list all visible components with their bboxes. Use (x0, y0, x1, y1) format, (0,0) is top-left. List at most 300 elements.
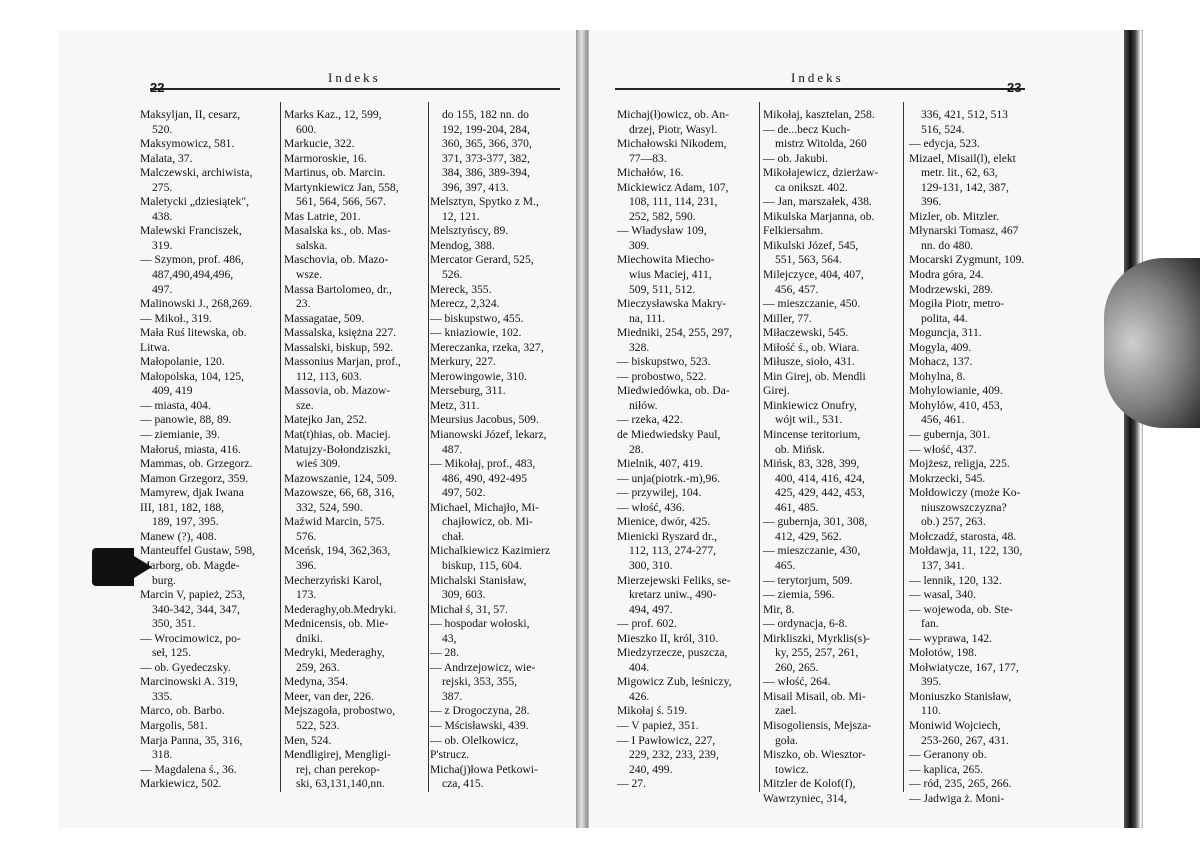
index-line: — Jadwiga ż. Moni- (909, 791, 1005, 805)
index-line: 77—83. (629, 151, 667, 165)
index-line: Mała Ruś litewska, ob. (140, 326, 247, 340)
index-line: — gubernja, 301. (909, 428, 991, 442)
index-line: 526. (442, 268, 463, 282)
index-line: Medryki, Mederaghy, (284, 646, 385, 660)
left-column-1 (140, 108, 255, 792)
index-line: chajłowicz, ob. Mi- (442, 515, 533, 529)
index-line: Miłusze, sioło, 431. (763, 355, 855, 369)
index-line: mistrz Witolda, 260 (775, 137, 867, 151)
index-line: 129-131, 142, 387, (921, 180, 1009, 194)
index-line: — wasal, 340. (909, 588, 976, 602)
index-line: 461, 485. (775, 500, 819, 514)
index-line: Małoruś, miasta, 416. (140, 442, 241, 456)
index-line: 456, 461. (921, 413, 965, 427)
index-line: zael. (775, 704, 797, 718)
index-line: Mikołaj, kasztelan, 258. (763, 108, 875, 121)
index-line: Metz, 311. (430, 398, 480, 412)
index-line: do 155, 182 nn. do (442, 108, 529, 121)
index-line: 360, 365, 366, 370, (442, 137, 532, 151)
index-line: 425, 429, 442, 453, (775, 486, 865, 500)
index-line: Meursius Jacobus, 509. (430, 413, 539, 427)
index-line: Merseburg, 311. (430, 384, 506, 398)
index-line: Mizler, ob. Mitzler. (909, 209, 1000, 223)
index-line: 260, 265. (775, 660, 819, 674)
index-line: Marja Panna, 35, 316, (140, 733, 243, 747)
index-line: 43, (442, 631, 457, 645)
index-line: Girej. (763, 384, 790, 398)
index-line: 486, 490, 492-495 (442, 471, 528, 485)
index-line: Mikulski Józef, 545, (763, 238, 859, 252)
index-line: Migowicz Zub, leśniczy, (617, 675, 732, 689)
index-line: Mceńsk, 194, 362,363, (284, 544, 391, 558)
index-line: Mednicensis, ob. Mie- (284, 617, 389, 631)
index-line: Mirkliszki, Myrklis(s)- (763, 631, 870, 645)
index-line: Mienice, dwór, 425. (617, 515, 711, 529)
index-line: ca onikszt. 402. (775, 180, 848, 194)
index-line: — miasta, 404. (140, 398, 211, 412)
index-line: — panowie, 88, 89. (140, 413, 232, 427)
index-line: 396. (296, 558, 317, 572)
index-line: Mikulska Marjanna, ob. (763, 209, 875, 223)
index-line: 319. (152, 238, 173, 252)
index-line: Mamon Grzegorz, 359. (140, 471, 249, 485)
index-line: Mereczanka, rzeka, 327, (430, 340, 544, 354)
index-line: rejski, 353, 355, (442, 675, 518, 689)
index-line: — Mścisławski, 439. (430, 718, 529, 732)
index-line: Mas Latrie, 201. (284, 209, 361, 223)
index-line: rej, chan perekop- (296, 762, 381, 776)
index-line: 240, 499. (629, 762, 673, 776)
index-line: biskup, 115, 604. (442, 558, 522, 572)
index-line: 112, 113, 274-277, (629, 544, 717, 558)
index-line: Mianowski Józef, lekarz, (430, 428, 547, 442)
index-line: — włość, 264. (763, 675, 831, 689)
index-line: Małopolska, 104, 125, (140, 369, 245, 383)
index-line: Marks Kaz., 12, 599, (284, 108, 382, 121)
left-page-header: Indeks (328, 70, 381, 85)
index-line: Mołdawja, 11, 122, 130, (909, 544, 1023, 558)
left-column-3 (430, 108, 550, 792)
index-line: 576. (296, 529, 317, 543)
index-line: wójt wil., 531. (775, 413, 843, 427)
index-line: Milejczyce, 404, 407, (763, 268, 864, 282)
index-line: Mereck, 355. (430, 282, 492, 296)
index-line: — ród, 235, 265, 266. (909, 777, 1012, 791)
index-line: 371, 373-377, 382, (442, 151, 530, 165)
index-line: drzej, Piotr, Wasyl. (629, 122, 718, 136)
index-line: goła. (775, 733, 798, 747)
index-line: Mikołaj ś. 519. (617, 704, 688, 718)
index-line: Margolis, 581. (140, 718, 208, 732)
index-line: Mołdowiczy (może Ko- (909, 486, 1021, 500)
index-line: — włość, 437. (909, 442, 977, 456)
index-line: Maschovia, ob. Mazo- (284, 253, 389, 267)
index-line: Mohylowianie, 409. (909, 384, 1003, 398)
index-line: — lennik, 120, 132. (909, 573, 1002, 587)
index-line: 551, 563, 564. (775, 253, 842, 267)
index-line: Martinus, ob. Marcin. (284, 166, 386, 180)
index-line: Merecz, 2,324. (430, 297, 500, 311)
index-line: 494, 497. (629, 602, 673, 616)
index-line: Malinowski J., 268,269. (140, 297, 253, 311)
index-line: — ziemianie, 39. (140, 428, 220, 442)
index-line: — włość, 436. (617, 500, 685, 514)
left-column-2 (284, 108, 401, 792)
index-line: Litwa. (140, 340, 170, 354)
index-line: Mohylów, 410, 453, (909, 398, 1003, 412)
index-line: niłów. (629, 398, 658, 412)
book-spine (576, 30, 588, 828)
index-line: metr. lit., 62, 63, (921, 166, 998, 180)
index-line: 522, 523. (296, 718, 340, 732)
index-line: — hospodar wołoski, (430, 617, 530, 631)
index-line: 309. (629, 238, 650, 252)
index-line: burg. (152, 573, 176, 587)
index-line: Mińsk, 83, 328, 399, (763, 457, 860, 471)
index-line: Miller, 77. (763, 311, 812, 325)
index-line: 328. (629, 340, 650, 354)
index-line: P'strucz. (430, 748, 470, 762)
index-line: — biskupstwo, 455. (430, 311, 524, 325)
index-line: 487. (442, 442, 463, 456)
index-line: niuszowszczyzna? (921, 500, 1007, 514)
index-line: — de...becz Kuch- (763, 122, 851, 136)
index-line: Młynarski Tomasz, 467 (909, 224, 1019, 238)
index-line: Marcinowski A. 319, (140, 675, 238, 689)
index-line: 336, 421, 512, 513 (921, 108, 1008, 121)
index-line: — kniaziowie, 102. (430, 326, 522, 340)
index-line: Manew (?), 408. (140, 529, 217, 543)
index-line: 497. (152, 282, 173, 296)
index-line: — 28. (430, 646, 459, 660)
index-line: fan. (921, 617, 939, 631)
index-line: salska. (296, 238, 328, 252)
index-line: ob.) 257, 263. (921, 515, 986, 529)
index-line: Michalski Stanisław, (430, 573, 527, 587)
index-line: Mazowsze, 66, 68, 316, (284, 486, 395, 500)
index-line: Mincense teritorium, (763, 428, 861, 442)
index-line: — probostwo, 522. (617, 369, 707, 383)
index-line: — Władysław 109, (617, 224, 707, 238)
index-line: 487,490,494,496, (152, 268, 234, 282)
index-line: — ordynacja, 6-8. (763, 617, 848, 631)
index-line: Mołczadź, starosta, 48. (909, 529, 1017, 543)
index-line: Malewski Franciszek, (140, 224, 242, 238)
index-line: Malczewski, archiwista, (140, 166, 253, 180)
index-line: — ziemia, 596. (763, 588, 835, 602)
index-line: Mat(t)hias, ob. Maciej. (284, 428, 391, 442)
index-line: III, 181, 182, 188, (140, 500, 225, 514)
index-line: Mieczysławska Makry- (617, 297, 727, 311)
left-header-rule (150, 88, 560, 90)
index-line: 404. (629, 660, 650, 674)
index-line: Massagatae, 509. (284, 311, 365, 325)
index-line: Miedwiedówka, ob. Da- (617, 384, 730, 398)
left-page-number: 22 (150, 80, 165, 95)
index-line: 600. (296, 122, 317, 136)
index-line: Maletycki „dziesiątek", (140, 195, 250, 209)
index-line: 412, 429, 562. (775, 529, 842, 543)
index-line: — Andrzejowicz, wie- (430, 660, 536, 674)
index-line: — biskupstwo, 523. (617, 355, 711, 369)
index-line: cza, 415. (442, 777, 484, 791)
index-line: 395. (921, 675, 942, 689)
right-page-header: Indeks (791, 70, 844, 85)
index-line: Michael, Michajło, Mi- (430, 500, 539, 514)
index-line: Matujzy-Bołondziszki, (284, 442, 391, 456)
index-line: 509, 511, 512. (629, 282, 696, 296)
index-line: 252, 582, 590. (629, 209, 696, 223)
index-line: Merowingowie, 310. (430, 369, 527, 383)
index-line: — ob. Olelkowicz, (430, 733, 519, 747)
index-line: — unja(piotrk.-m),96. (617, 471, 721, 485)
index-line: 259, 263. (296, 660, 340, 674)
index-line: 12, 121. (442, 209, 480, 223)
index-line: 335. (152, 689, 173, 703)
index-line: 300, 310. (629, 558, 673, 572)
index-line: 173. (296, 588, 317, 602)
index-line: — Jan, marszałek, 438. (763, 195, 872, 209)
index-line: 275. (152, 180, 173, 194)
right-column-3 (909, 108, 1024, 806)
index-line: Massovia, ob. Mazow- (284, 384, 391, 398)
index-line: wsze. (296, 268, 323, 282)
index-line: Miłość ś., ob. Wiara. (763, 340, 860, 354)
index-line: 108, 111, 114, 231, (629, 195, 718, 209)
index-line: ski, 63,131,140,nn. (296, 777, 385, 791)
index-line: — ob. Jakubi. (763, 151, 829, 165)
index-line: Felkiersahm. (763, 224, 824, 238)
index-line: Massa Bartolomeo, dr., (284, 282, 392, 296)
index-line: Mołotów, 198. (909, 646, 977, 660)
index-line: 438. (152, 209, 173, 223)
index-line: Mieszko II, król, 310. (617, 631, 719, 645)
index-line: Mielnik, 407, 419. (617, 457, 703, 471)
index-line: Mogyla, 409. (909, 340, 972, 354)
index-line: Massalski, biskup, 592. (284, 340, 394, 354)
index-line: 332, 524, 590. (296, 500, 363, 514)
index-line: ob. Mińsk. (775, 442, 825, 456)
index-line: Massonius Marjan, prof., (284, 355, 401, 369)
index-line: 23. (296, 297, 311, 311)
index-line: Mohacz, 137. (909, 355, 973, 369)
index-line: Mecherzyński Karol, (284, 573, 382, 587)
index-line: Men, 524. (284, 733, 332, 747)
index-line: 253-260, 267, 431. (921, 733, 1009, 747)
index-line: Masalska ks., ob. Mas- (284, 224, 391, 238)
index-line: Mejszagoła, probostwo, (284, 704, 396, 718)
index-line: Marmoroskie, 16. (284, 151, 367, 165)
index-line: — Geranony ob. (909, 748, 987, 762)
index-line: — I Pawłowicz, 227, (617, 733, 716, 747)
index-line: 465. (775, 558, 796, 572)
index-line: — Szymon, prof. 486, (140, 253, 244, 267)
index-line: — ob. Gyedeczsky. (140, 660, 231, 674)
index-line: Mierzejewski Feliks, se- (617, 573, 731, 587)
index-line: Misogoliensis, Mejsza- (763, 718, 872, 732)
index-line: Mohylna, 8. (909, 369, 966, 383)
index-line: 309, 603. (442, 588, 486, 602)
index-line: — Magdalena ś., 36. (140, 762, 237, 776)
index-line: Marborg, ob. Magde- (140, 558, 240, 572)
index-line: Miszko, ob. Wiesztor- (763, 748, 866, 762)
index-line: Mendligirej, Mengligi- (284, 748, 391, 762)
index-line: 137, 341. (921, 558, 965, 572)
index-line: Miechowita Miecho- (617, 253, 715, 267)
index-line: ky, 255, 257, 261, (775, 646, 859, 660)
index-line: Mokrzecki, 545. (909, 471, 986, 485)
index-line: — kaplica, 265. (909, 762, 984, 776)
right-page-number: 23 (1007, 80, 1022, 95)
index-line: wius Maciej, 411, (629, 268, 712, 282)
index-line: Miłaczewski, 545. (763, 326, 849, 340)
index-line: Modra góra, 24. (909, 268, 984, 282)
right-column-1 (617, 108, 732, 792)
index-line: Miedzyrzecze, puszcza, (617, 646, 728, 660)
index-line: Michalkiewicz Kazimierz (430, 544, 551, 558)
index-line: — Mikołaj, prof., 483, (430, 457, 536, 471)
index-line: kretarz uniw., 490- (629, 588, 717, 602)
index-line: 112, 113, 603. (296, 369, 362, 383)
index-line: Markiewicz, 502. (140, 777, 222, 791)
index-line: chał. (442, 529, 465, 543)
index-line: 561, 564, 566, 567. (296, 195, 386, 209)
index-line: towicz. (775, 762, 809, 776)
index-line: Moguncja, 311. (909, 326, 982, 340)
book-right-edge (1124, 30, 1140, 828)
index-line: Melsztyn, Spytko z M., (430, 195, 539, 209)
index-line: Mederaghy,ob.Medryki. (284, 602, 397, 616)
index-line: 456, 457. (775, 282, 819, 296)
index-line: na, 111. (629, 311, 666, 325)
index-line: Mammas, ob. Grzegorz. (140, 457, 253, 471)
index-line: 192, 199-204, 284, (442, 122, 530, 136)
index-line: 409, 419 (152, 384, 193, 398)
index-line: Michałowski Nikodem, (617, 137, 727, 151)
index-line: — Wrocimowicz, po- (140, 631, 241, 645)
index-line: Michaj(ł)owicz, ob. An- (617, 108, 730, 121)
index-line: 229, 232, 233, 239, (629, 748, 719, 762)
index-line: Mamyrew, djak Iwana (140, 486, 244, 500)
index-line: Moniwid Wojciech, (909, 718, 1001, 732)
index-line: Mercator Gerard, 525, (430, 253, 534, 267)
index-line: Malata, 37. (140, 151, 193, 165)
index-line: — rzeka, 422. (617, 413, 683, 427)
index-line: 318. (152, 748, 173, 762)
left-column-divider-2 (428, 102, 429, 792)
index-line: sze. (296, 398, 314, 412)
index-line: Meer, van der, 226. (284, 689, 374, 703)
index-line: Martynkiewicz Jan, 558, (284, 180, 399, 194)
index-line: Maźwid Marcin, 575. (284, 515, 385, 529)
page-clip-left (92, 548, 134, 586)
index-line: 350, 351. (152, 617, 196, 631)
index-line: 516, 524. (921, 122, 965, 136)
index-line: Michałów, 16. (617, 166, 684, 180)
index-line: 520. (152, 122, 173, 136)
index-line: seł, 125. (152, 646, 191, 660)
index-line: Mizael, Misail(l), elekt (909, 151, 1016, 165)
index-line: Wawrzyniec, 314, (763, 791, 847, 805)
index-line: wieś 309. (296, 457, 341, 471)
left-page (58, 30, 577, 828)
index-line: — terytorjum, 509. (763, 573, 853, 587)
index-line: — V papież, 351. (617, 718, 699, 732)
index-line: — wyprawa, 142. (909, 631, 993, 645)
index-line: 384, 386, 389-394, (442, 166, 530, 180)
index-line: Małopolanie, 120. (140, 355, 225, 369)
index-line: 110. (921, 704, 941, 718)
index-line: 189, 197, 395. (152, 515, 219, 529)
index-line: Mir, 8. (763, 602, 795, 616)
index-line: — prof. 602. (617, 617, 677, 631)
index-line: Mołwiatycze, 167, 177, (909, 660, 1019, 674)
index-line: Micha(j)łowa Petkowi- (430, 762, 538, 776)
index-line: — mieszczanie, 450. (763, 297, 861, 311)
index-line: dniki. (296, 631, 323, 645)
index-line: — gubernja, 301, 308, (763, 515, 868, 529)
index-line: — 27. (617, 777, 646, 791)
index-line: Moniuszko Stanisław, (909, 689, 1012, 703)
index-line: Mazowszanie, 124, 509. (284, 471, 398, 485)
index-line: Misail Misail, ob. Mi- (763, 689, 866, 703)
index-line: — wojewoda, ob. Ste- (909, 602, 1014, 616)
index-line: Merkury, 227. (430, 355, 496, 369)
index-line: — przywilej, 104. (617, 486, 702, 500)
index-line: — z Drogoczyna, 28. (430, 704, 530, 718)
index-line: Mojżesz, religja, 225. (909, 457, 1010, 471)
index-line: Massalska, księżna 227. (284, 326, 397, 340)
right-page (588, 30, 1141, 828)
right-column-divider-1 (759, 102, 760, 792)
index-line: Markucie, 322. (284, 137, 355, 151)
right-column-2 (763, 108, 878, 806)
index-line: Medyna, 354. (284, 675, 349, 689)
index-line: polita, 44. (921, 311, 968, 325)
index-line: Marcin V, papież, 253, (140, 588, 246, 602)
index-line: Mienicki Ryszard dr., (617, 529, 717, 543)
index-line: Melsztyńscy, 89. (430, 224, 509, 238)
index-line: Modrzewski, 289. (909, 282, 994, 296)
page-clip-right (1104, 258, 1200, 428)
index-line: Mendog, 388. (430, 238, 495, 252)
index-line: Mitzler de Kolof(f), (763, 777, 856, 791)
index-line: Manteuffel Gustaw, 598, (140, 544, 255, 558)
index-line: Mogiła Piotr, metro- (909, 297, 1005, 311)
index-line: — edycja, 523. (909, 137, 980, 151)
left-column-divider-1 (280, 102, 281, 792)
index-line: 400, 414, 416, 424, (775, 471, 865, 485)
right-column-divider-2 (903, 102, 904, 792)
index-line: Miedniki, 254, 255, 297, (617, 326, 732, 340)
index-line: Matejko Jan, 252. (284, 413, 368, 427)
index-line: Mikołajewicz, dzierżaw- (763, 166, 879, 180)
index-line: 497, 502. (442, 486, 486, 500)
index-line: — Mikoł., 319. (140, 311, 212, 325)
index-line: Maksymowicz, 581. (140, 137, 235, 151)
right-header-rule (615, 88, 1025, 90)
index-line: — mieszczanie, 430, (763, 544, 861, 558)
index-line: 396, 397, 413. (442, 180, 509, 194)
index-line: Mocarski Zygmunt, 109. (909, 253, 1025, 267)
index-line: Mickiewicz Adam, 107, (617, 180, 729, 194)
index-line: 387. (442, 689, 463, 703)
index-line: Minkiewicz Onufry, (763, 398, 857, 412)
index-line: 426. (629, 689, 650, 703)
index-line: nn. do 480. (921, 238, 974, 252)
index-line: Marco, ob. Barbo. (140, 704, 225, 718)
index-line: Maksyljan, II, cesarz, (140, 108, 241, 121)
